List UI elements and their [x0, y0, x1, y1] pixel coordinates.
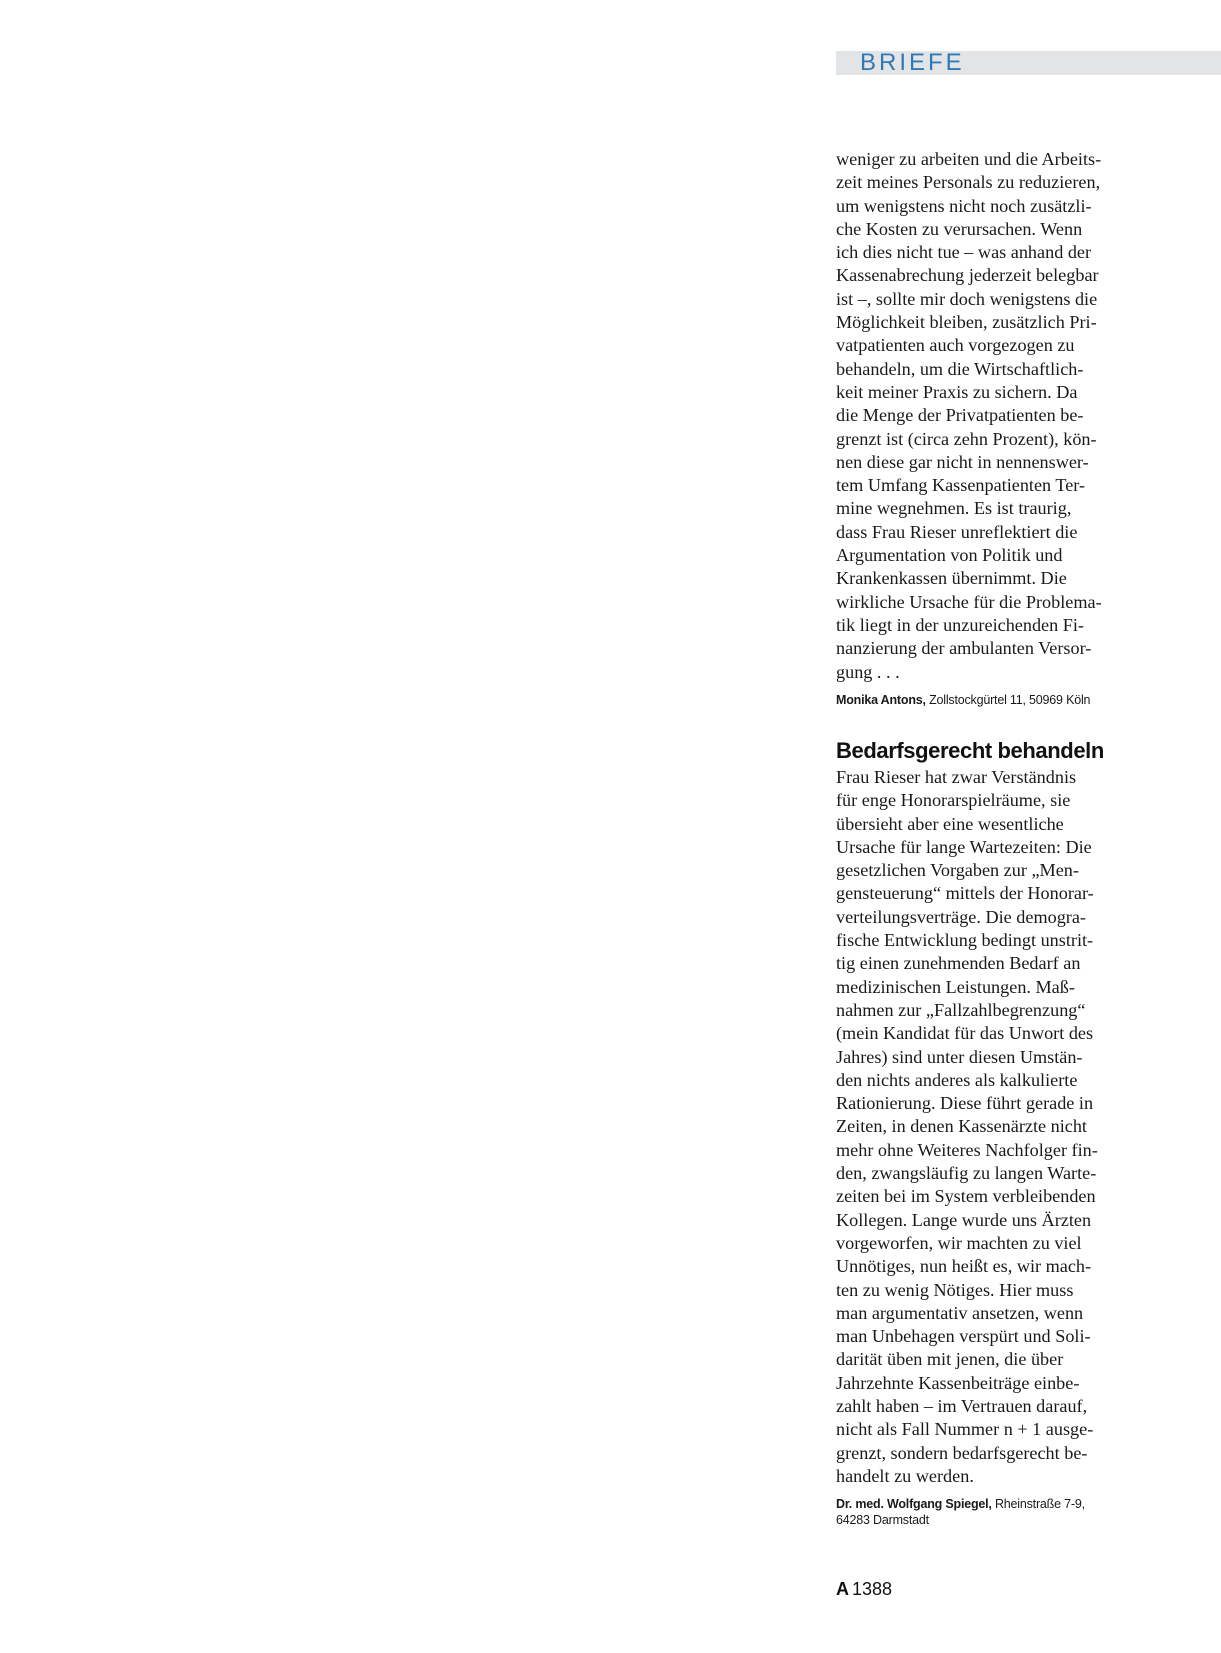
letter-2-author-address: Rheinstraße 7-9, 64283 Darmstadt [836, 1497, 1085, 1528]
letter-2 [836, 738, 1136, 1528]
letter-2-author-name: Dr. med. Wolfgang Spiegel, [836, 1497, 992, 1512]
letter-2-body: Frau Rieser hat zwar Verständnis für enge Honorarspielräume, sie übersieht aber eine wesentliche Ursache für lange Wartezeiten: Die gesetzlichen Vorgaben zur „Men- gensteuerung“ mittels der Honorar- verteilungsverträge. Die demogra- fische Entwicklung bedingt unstrit- tig einen zunehmenden Bedarf an medizinischen Leistungen. Maß- nahmen zur „Fallzahlbegrenzung“ (mein Kandidat für das Unwort des Jahres) sind unter diesen Umstän- den nichts anderes als kalkulierte Rationierung. Diese führt gerade in Zeiten, in denen Kassenärzte nicht mehr ohne Weiteres Nachfolger fin- den, zwangsläufig zu langen Warte- zeiten bei im System verbleibenden Kollegen. Lange wurde uns Ärzten vorgeworfen, wir machten zu viel Unnötiges, nun heißt es, wir mach- ten zu wenig Nötiges. Hier muss man argumentativ ansetzen, wenn man Unbehagen verspürt und Soli- darität üben mit jenen, die über Jahrzehnte Kassenbeiträge einbe- zahlt haben – im Vertrauen darauf, nicht als Fall Nummer n + 1 ausge- grenzt, sondern bedarfsgerecht be- handelt zu werden. [836, 767, 1098, 1486]
page-prefix: A [836, 1579, 849, 1599]
letter-2-headline: Bedarfsgerecht behandeln [836, 738, 1104, 763]
letter-1 [836, 148, 1136, 708]
letter-1-author-name: Monika Antons, [836, 692, 926, 707]
page-number-value: 1388 [852, 1579, 893, 1599]
letter-1-signature [836, 692, 1136, 708]
page-number [836, 1578, 892, 1600]
section-label: BRIEFE [860, 49, 965, 76]
letter-1-author-address: Zollstockgürtel 11, 50969 Köln [925, 692, 1091, 707]
section-header-bar [836, 51, 1221, 75]
letter-2-signature [836, 1496, 1136, 1528]
letter-1-body: weniger zu arbeiten und die Arbeits- zeit meines Personals zu reduzieren, um wenigstens nicht noch zusätzli- che Kosten zu verursachen. Wenn ich dies nicht tue – was anhand der Kassenabrechung jederzeit belegbar ist –, sollte mir doch wenigstens die Möglichkeit bleiben, zusätzlich Pri- vatpatienten auch vorgezogen zu behandeln, um die Wirtschaftlich- keit meiner Praxis zu sichern. Da die Menge der Privatpatienten be- grenzt ist (circa zehn Prozent), kön- nen diese gar nicht in nennenswer- tem Umfang Kassenpatienten Ter- mine wegnehmen. Es ist traurig, dass Frau Rieser unreflektiert die Argumentation von Politik und Krankenkassen übernimmt. Die wirkliche Ursache für die Problema- tik liegt in der unzureichenden Fi- nanzierung der ambulanten Versor- gung . . . [836, 149, 1102, 682]
